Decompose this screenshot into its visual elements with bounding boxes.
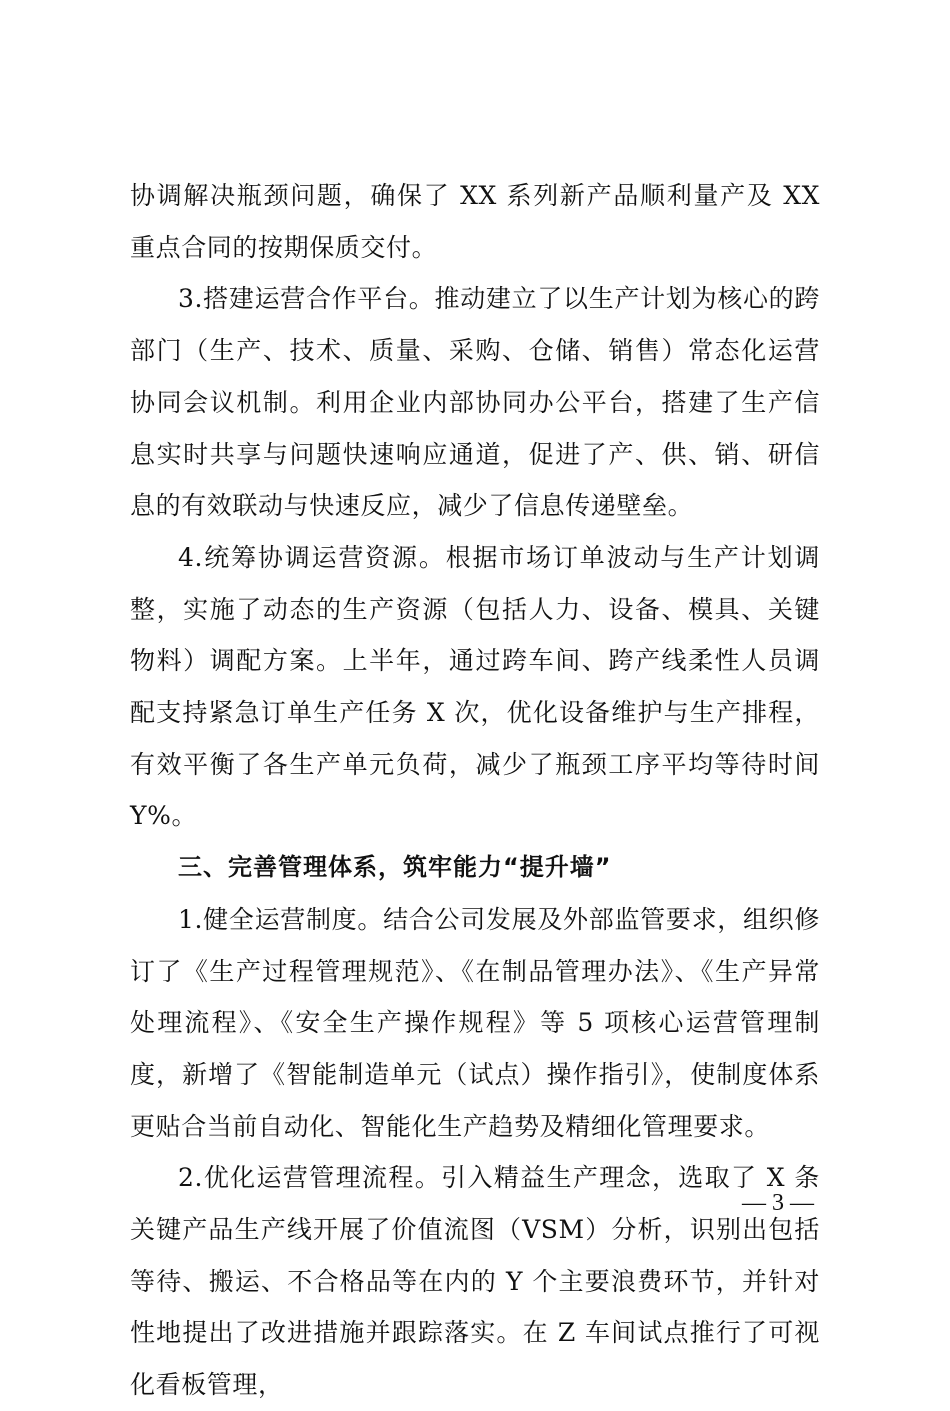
- paragraph-process-optimization: 2.优化运营管理流程。引入精益生产理念，选取了 X 条关键产品生产线开展了价值流图（VSM）分析，识别出包括等待、搬运、不合格品等在内的 Y 个主要浪费环节，并针对性地提出了改进措施并跟踪落实。在 Z 车间试点推行了可视化看板管理，: [130, 1163, 820, 1400]
- section-heading: 三、完善管理体系，筑牢能力“提升墙”: [178, 853, 612, 882]
- paragraph-operation-platform: 3.搭建运营合作平台。推动建立了以生产计划为核心的跨部门（生产、技术、质量、采购、仓储、销售）常态化运营协同会议机制。利用企业内部协同办公平台，搭建了生产信息实时共享与问题快速响应通道，促进了产、供、销、研信息的有效联动与快速反应，减少了信息传递壁垒。: [130, 284, 820, 521]
- paragraph-continuation: 协调解决瓶颈问题，确保了 XX 系列新产品顺利量产及 XX 重点合同的按期保质交付。: [130, 181, 820, 262]
- document-body: [130, 170, 820, 1411]
- page-number: — 3 —: [742, 1190, 814, 1216]
- paragraph-operation-rules: 1.健全运营制度。结合公司发展及外部监管要求，组织修订了《生产过程管理规范》、《在制品管理办法》、《生产异常处理流程》、《安全生产操作规程》等 5 项核心运营管理制度，新增了《智能制造单元（试点）操作指引》，使制度体系更贴合当前自动化、智能化生产趋势及精细化管理要求。: [130, 904, 820, 1141]
- paragraph-operation-resources: 4.统筹协调运营资源。根据市场订单波动与生产计划调整，实施了动态的生产资源（包括人力、设备、模具、关键物料）调配方案。上半年，通过跨车间、跨产线柔性人员调配支持紧急订单生产任务 X 次，优化设备维护与生产排程，有效平衡了各生产单元负荷，减少了瓶颈工序平均等待时间 Y%。: [130, 542, 820, 831]
